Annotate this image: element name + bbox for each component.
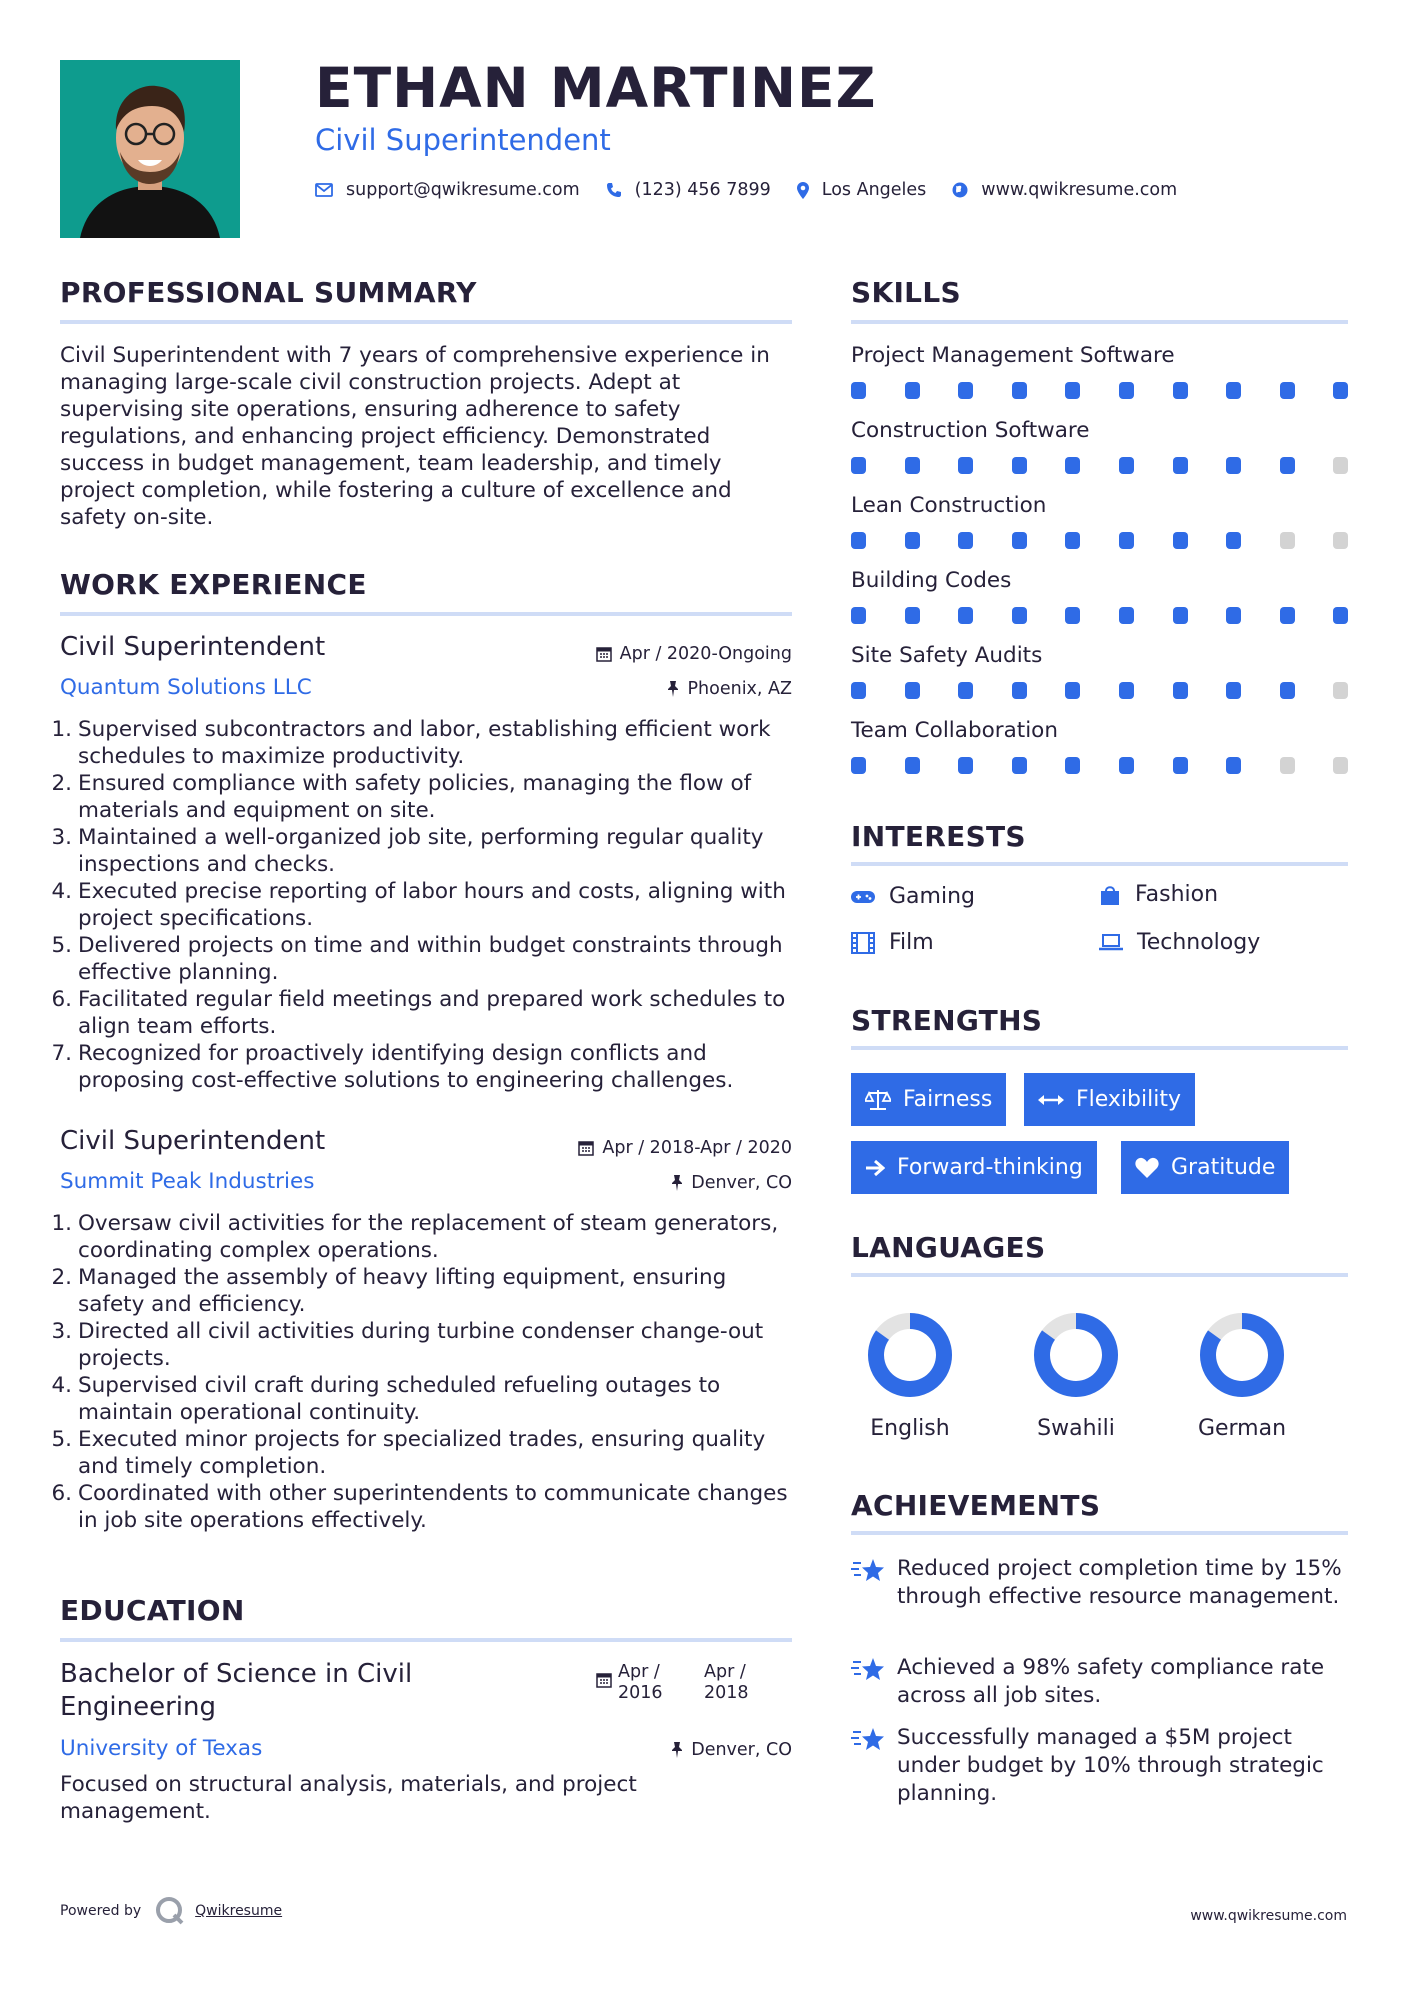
language-level-ring <box>1199 1312 1285 1398</box>
skill-dot <box>1333 457 1348 474</box>
arrow-right-icon <box>865 1159 885 1177</box>
skill-label: Construction Software <box>851 418 1090 443</box>
job-location <box>667 679 792 699</box>
job-dates-text: Apr / 2018-Apr / 2020 <box>602 1138 792 1158</box>
profile-photo <box>60 60 240 238</box>
skill-dot <box>905 457 920 474</box>
achievement-item <box>851 1555 1351 1611</box>
education-description: Focused on structural analysis, materials, and project management. <box>60 1772 637 1824</box>
calendar-icon <box>578 1140 594 1156</box>
skill-dot <box>958 682 973 699</box>
skill-dot <box>1280 607 1295 624</box>
job-dates <box>578 1138 792 1158</box>
section-title-experience: WORK EXPERIENCE <box>60 568 367 601</box>
skill-dot <box>1119 607 1134 624</box>
language-item <box>1182 1312 1302 1441</box>
skill-label: Project Management Software <box>851 343 1175 368</box>
language-level-ring <box>867 1312 953 1398</box>
skill-dot <box>1333 757 1348 774</box>
list-item: 3. Maintained a well-organized job site, performing regular quality inspections and checks. <box>51 825 764 877</box>
education-location <box>671 1740 792 1760</box>
list-item: 4. Supervised civil craft during scheduled refueling outages to maintain operational continuity. <box>51 1373 721 1425</box>
achievement-text: Achieved a 98% safety compliance rate across all job sites. <box>897 1655 1325 1708</box>
skill-dot <box>958 607 973 624</box>
achievement-item <box>851 1724 1351 1808</box>
calendar-icon <box>596 646 612 662</box>
star-icon <box>851 1656 885 1684</box>
section-divider <box>851 1531 1348 1535</box>
skill-dot <box>1333 532 1348 549</box>
skill-rating <box>851 682 1351 700</box>
skill-dot <box>958 382 973 399</box>
strength-tag <box>851 1073 1006 1126</box>
section-title-summary: PROFESSIONAL SUMMARY <box>60 276 477 309</box>
location-text: Los Angeles <box>821 180 927 200</box>
film-icon <box>851 932 875 954</box>
skill-dot <box>1173 757 1188 774</box>
language-level-ring <box>1033 1312 1119 1398</box>
section-divider <box>851 1273 1348 1277</box>
section-divider <box>60 612 792 616</box>
skill-dot <box>1173 532 1188 549</box>
candidate-name: ETHAN MARTINEZ <box>315 56 877 120</box>
skill-dot <box>905 607 920 624</box>
language-label: German <box>1197 1416 1287 1441</box>
language-label: English <box>870 1416 950 1441</box>
skill-dot <box>1173 457 1188 474</box>
achievement-item <box>851 1654 1351 1710</box>
skill-dot <box>905 682 920 699</box>
interest-item <box>1099 930 1260 955</box>
phone-text: (123) 456 7899 <box>634 180 771 200</box>
laptop-icon <box>1099 933 1123 953</box>
candidate-role: Civil Superintendent <box>315 123 611 157</box>
contact-phone[interactable] <box>606 180 771 200</box>
skill-dot <box>1280 682 1295 699</box>
list-item: 1. Oversaw civil activities for the replacement of steam generators, coordinating complex operations. <box>51 1211 779 1263</box>
skill-dot <box>851 757 866 774</box>
section-title-strengths: STRENGTHS <box>851 1004 1043 1037</box>
language-item <box>1016 1312 1136 1441</box>
job-title: Civil Superintendent <box>60 632 326 662</box>
section-title-achievements: ACHIEVEMENTS <box>851 1489 1101 1522</box>
strength-tag <box>1121 1141 1289 1194</box>
job-location <box>671 1173 792 1193</box>
website-text: www.qwikresume.com <box>981 180 1178 200</box>
skill-dot <box>1226 607 1241 624</box>
skill-dot <box>1280 457 1295 474</box>
language-label: Swahili <box>1037 1416 1115 1441</box>
skill-dot <box>851 382 866 399</box>
list-item: 7. Recognized for proactively identifying design conflicts and proposing cost-effective solutions to engineering challenges. <box>51 1041 734 1093</box>
job-location-text: Denver, CO <box>691 1173 792 1193</box>
job-dates-text: Apr / 2020-Ongoing <box>619 644 792 664</box>
section-divider <box>851 1046 1348 1050</box>
footer-website[interactable]: www.qwikresume.com <box>1190 1908 1347 1924</box>
skill-dot <box>1333 682 1348 699</box>
language-item <box>850 1312 970 1441</box>
interest-label: Technology <box>1137 930 1261 955</box>
skill-dot <box>1226 382 1241 399</box>
skill-dot <box>1173 382 1188 399</box>
skill-dot <box>851 682 866 699</box>
skill-dot <box>1280 382 1295 399</box>
skill-rating <box>851 532 1351 550</box>
contact-website[interactable] <box>952 180 1177 200</box>
skill-dot <box>1119 382 1134 399</box>
shopping-bag-icon <box>1099 884 1121 906</box>
strength-label: Forward-thinking <box>897 1155 1083 1180</box>
achievement-text: Successfully managed a $5M project under budget by 10% through strategic planning. <box>897 1725 1324 1806</box>
skill-dot <box>1012 532 1027 549</box>
balance-scale-icon <box>865 1089 891 1111</box>
education-end: Apr / 2018 <box>704 1662 749 1703</box>
map-marker-icon <box>797 182 809 199</box>
heart-icon <box>1135 1157 1159 1178</box>
education-dates <box>596 1662 764 1704</box>
arrows-horizontal-icon <box>1038 1093 1064 1107</box>
skill-rating <box>851 457 1351 475</box>
list-item: 5. Delivered projects on time and within budget constraints through effective planning. <box>51 933 783 985</box>
skill-dot <box>1012 382 1027 399</box>
section-title-skills: SKILLS <box>851 276 961 309</box>
skill-label: Lean Construction <box>851 493 1047 518</box>
footer-brand-link[interactable]: Qwikresume <box>195 1903 283 1919</box>
skill-dot <box>851 532 866 549</box>
skill-dot <box>1065 682 1080 699</box>
strength-tag <box>1024 1073 1195 1126</box>
section-divider <box>851 320 1348 324</box>
interest-item <box>851 884 975 909</box>
skill-dot <box>1226 457 1241 474</box>
section-title-languages: LANGUAGES <box>851 1231 1046 1264</box>
job-title: Civil Superintendent <box>60 1126 326 1156</box>
job-responsibilities-list <box>48 1210 798 1534</box>
degree-title: Bachelor of Science in Civil Engineering <box>60 1659 413 1722</box>
section-divider <box>60 1638 792 1642</box>
skill-dot <box>1119 457 1134 474</box>
skill-label: Building Codes <box>851 568 1012 593</box>
summary-text: Civil Superintendent with 7 years of comprehensive experience in managing large-scale civil construction projects. Adept at supervising site operations, ensuring adherence to safety regulations, and enhancing project efficiency. Demonstrated success in budget management, team leadership, and timely project completion, while fostering a culture of excellence and safety on-site. <box>60 343 770 530</box>
skill-dot <box>1012 457 1027 474</box>
job-location-text: Phoenix, AZ <box>687 679 792 699</box>
list-item: 3. Directed all civil activities during turbine condenser change-out projects. <box>51 1319 764 1371</box>
pushpin-icon <box>671 1742 683 1758</box>
powered-by-text: Powered by <box>60 1903 142 1919</box>
skill-dot <box>1173 682 1188 699</box>
globe-icon <box>952 182 968 198</box>
pushpin-icon <box>671 1175 683 1191</box>
skill-dot <box>851 607 866 624</box>
contact-bar <box>315 180 1203 200</box>
school-name: University of Texas <box>60 1736 263 1761</box>
contact-location <box>797 180 927 200</box>
skill-dot <box>1119 532 1134 549</box>
skill-rating <box>851 382 1351 400</box>
skill-dot <box>851 457 866 474</box>
skill-dot <box>1012 757 1027 774</box>
list-item: 6. Coordinated with other superintendents to communicate changes in job site operations effectively. <box>51 1481 788 1533</box>
achievement-text: Reduced project completion time by 15% through effective resource management. <box>897 1556 1342 1609</box>
skill-dot <box>1333 607 1348 624</box>
skill-dot <box>1119 682 1134 699</box>
interest-label: Gaming <box>889 884 975 909</box>
skill-dot <box>1119 757 1134 774</box>
skill-dot <box>1065 607 1080 624</box>
interest-item <box>1099 882 1218 907</box>
skill-dot <box>1226 532 1241 549</box>
strength-label: Fairness <box>903 1087 993 1112</box>
skill-label: Team Collaboration <box>851 718 1058 743</box>
skill-dot <box>958 532 973 549</box>
skill-dot <box>1173 607 1188 624</box>
interest-item <box>851 930 934 955</box>
skill-rating <box>851 607 1351 625</box>
job-dates <box>596 644 792 664</box>
qwikresume-logo-icon <box>155 1896 185 1926</box>
calendar-icon <box>596 1672 612 1688</box>
list-item: 5. Executed minor projects for specialized trades, ensuring quality and timely completion. <box>51 1427 766 1479</box>
skill-dot <box>1280 757 1295 774</box>
footer-powered-by <box>60 1896 282 1926</box>
company-name: Summit Peak Industries <box>60 1169 315 1194</box>
skill-dot <box>1065 382 1080 399</box>
star-icon <box>851 1726 885 1754</box>
section-divider <box>851 862 1348 866</box>
strength-tag <box>851 1141 1097 1194</box>
skill-dot <box>905 757 920 774</box>
education-start: Apr / 2016 <box>618 1662 663 1703</box>
section-divider <box>60 320 792 324</box>
skill-dot <box>958 457 973 474</box>
star-icon <box>851 1557 885 1585</box>
skill-dot <box>958 757 973 774</box>
skill-dot <box>1226 682 1241 699</box>
pushpin-icon <box>667 681 679 697</box>
skill-dot <box>1226 757 1241 774</box>
section-title-education: EDUCATION <box>60 1594 245 1627</box>
job-responsibilities-list <box>48 716 798 1094</box>
section-title-interests: INTERESTS <box>851 820 1026 853</box>
list-item: 6. Facilitated regular field meetings and prepared work schedules to align team efforts. <box>51 987 786 1039</box>
skill-dot <box>905 382 920 399</box>
strength-label: Flexibility <box>1076 1087 1181 1112</box>
skill-label: Site Safety Audits <box>851 643 1043 668</box>
envelope-icon <box>315 183 333 197</box>
interest-label: Film <box>889 930 934 955</box>
company-name: Quantum Solutions LLC <box>60 675 312 700</box>
skill-dot <box>1333 382 1348 399</box>
skill-dot <box>1012 682 1027 699</box>
list-item: 2. Managed the assembly of heavy lifting equipment, ensuring safety and efficiency. <box>51 1265 727 1317</box>
list-item: 2. Ensured compliance with safety policies, managing the flow of materials and equipment on site. <box>51 771 752 823</box>
skill-rating <box>851 757 1351 775</box>
strength-label: Gratitude <box>1171 1155 1276 1180</box>
skill-dot <box>1065 757 1080 774</box>
list-item: 4. Executed precise reporting of labor hours and costs, aligning with project specifications. <box>51 879 786 931</box>
email-text: support@qwikresume.com <box>346 180 580 200</box>
skill-dot <box>905 532 920 549</box>
list-item: 1. Supervised subcontractors and labor, establishing efficient work schedules to maximize productivity. <box>51 717 771 769</box>
skill-dot <box>1280 532 1295 549</box>
phone-icon <box>606 182 622 198</box>
interest-label: Fashion <box>1135 882 1219 907</box>
skill-dot <box>1065 532 1080 549</box>
gamepad-icon <box>851 889 875 905</box>
skill-dot <box>1012 607 1027 624</box>
skill-dot <box>1065 457 1080 474</box>
contact-email[interactable] <box>315 180 580 200</box>
education-location-text: Denver, CO <box>691 1740 792 1760</box>
